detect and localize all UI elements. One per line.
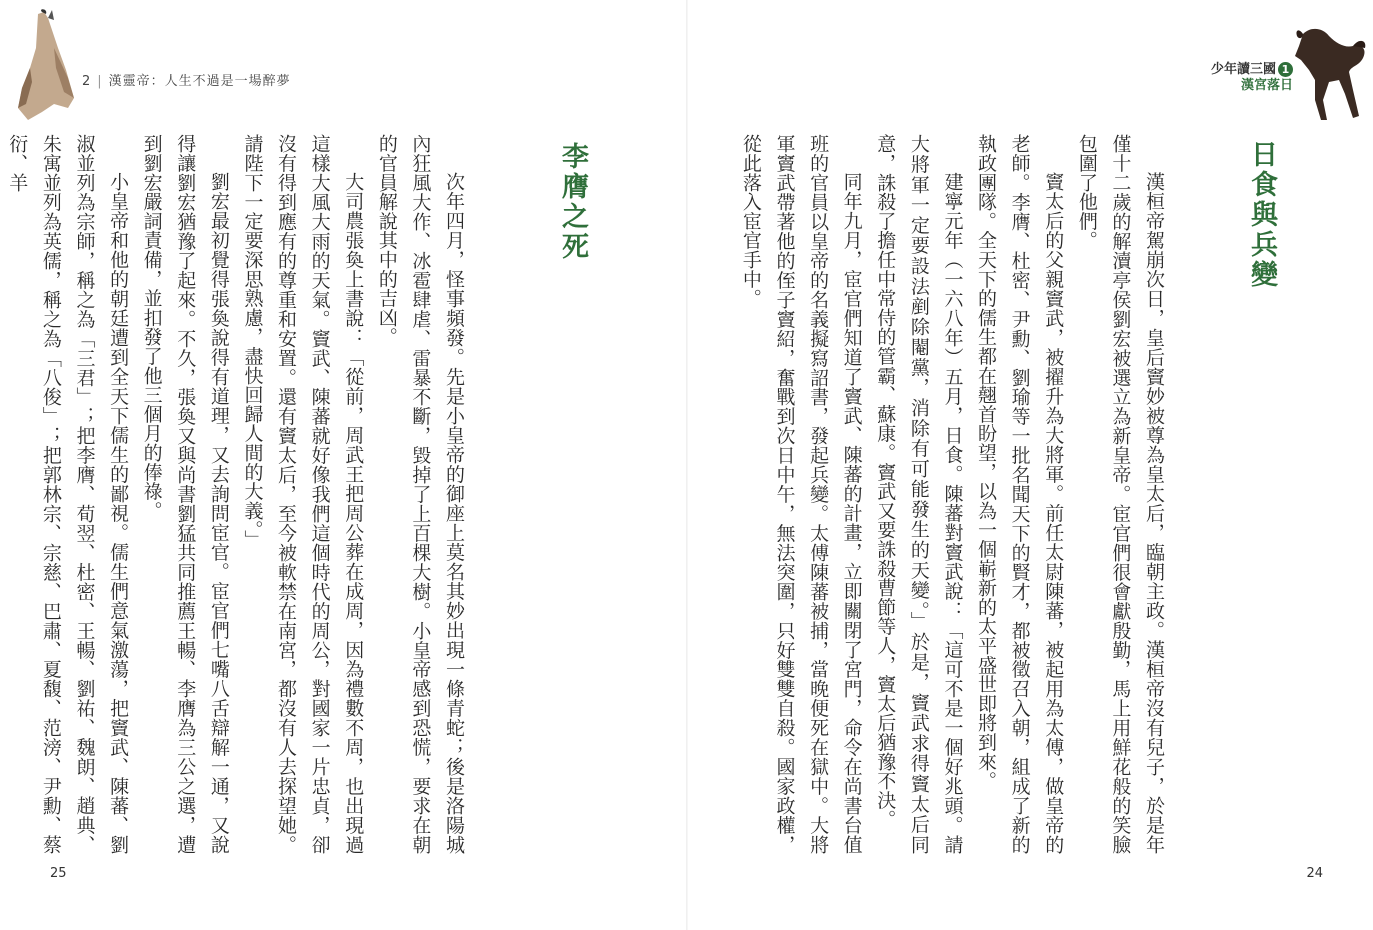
chapter-title: 漢靈帝：人生不過是一場醉夢: [108, 74, 291, 89]
paragraph: 建寧元年（一六八年）五月，日食。陳蕃對竇武說：「這可不是一個好兆頭。請大將軍一定要設法剷除閹黨，消除有可能發生的天變。」於是，竇武求得竇太后同意，誅殺了擔任中常侍的管霸、蘇康。竇武又要誅殺曹節等人，竇太后猶豫不決。: [874, 134, 964, 854]
separator-bar-icon: |: [97, 74, 103, 89]
section-heading-right: 日食與兵變: [1246, 140, 1277, 290]
section-heading-left: 李膺之死: [557, 142, 588, 262]
paragraph: 劉宏最初覺得張奐說得有道理，又去詢問宦官。宦官們七嘴八舌辯解一通，又說得讓劉宏猶豫了起來。不久，張奐又與尚書劉猛共同推薦王暢、李膺為三公之選，遭到劉宏嚴詞責備，並扣發了他三個月的俸祿。: [140, 134, 230, 854]
book-gutter: [686, 0, 688, 930]
volume-subtitle: 漢宮落日: [1240, 78, 1293, 93]
paragraph: 大司農張奐上書說：「從前，周武王把周公葬在成周，因為禮數不周，也出現過這樣大風大雨的天氣。竇武、陳蕃就好像我們這個時代的周公，對國家一片忠貞，卻沒有得到應有的尊重和安置。還有竇太后，至今被軟禁在南宮，都沒有人去探望她。請陛下一定要深思熟慮，盡快回歸人間的大義。」: [241, 134, 365, 854]
volume-badge: 1: [1278, 62, 1293, 77]
running-head-right: [1211, 62, 1293, 94]
page-label: 2: [82, 74, 92, 89]
body-text-left: [6, 134, 470, 854]
paragraph: 漢桓帝駕崩次日，皇后竇妙被尊為皇太后，臨朝主政。漢桓帝沒有兒子，於是年僅十二歲的解瀆亭侯劉宏被選立為新皇帝。宦官們很會獻殷勤，馬上用鮮花般的笑臉包圍了他們。: [1075, 134, 1165, 854]
paragraph: 竇太后的父親竇武，被擢升為大將軍。前任太尉陳蕃，被起用為太傅，做皇帝的老師。李膺、杜密、尹勳、劉瑜等一批名聞天下的賢才，都被徵召入朝，組成了新的執政團隊。全天下的儒生都在翹首盼望，以為一個嶄新的太平盛世即將到來。: [975, 134, 1065, 854]
page-number-left: 25: [50, 866, 67, 881]
figure-illustration-icon: [8, 8, 80, 126]
page-number-right: 24: [1306, 866, 1323, 881]
paragraph: 同年九月，宦官們知道了竇武、陳蕃的計畫，立即關閉了宮門，命令在尚書台值班的官員以皇帝的名義擬寫詔書，發起兵變。太傅陳蕃被捕，當晚便死在獄中。大將軍竇武帶著他的侄子竇紹，奮戰到次日中午，無法突圍，只好雙雙自殺。國家政權，從此落入宦官手中。: [739, 134, 863, 854]
series-title: 少年讀三國: [1210, 62, 1276, 77]
body-text-right: [739, 134, 1170, 854]
paragraph: 小皇帝和他的朝廷遭到全天下儒生的鄙視。儒生們意氣激蕩，把竇武、陳蕃、劉淑並列為宗師，稱之為「三君」；把李膺、荀翌、杜密、王暢、劉祐、魏朗、趙典、朱寓並列為英儒，稱之為「八俊」；把郭林宗、宗慈、巴肅、夏馥、范滂、尹勳、蔡衍、羊: [6, 134, 130, 854]
horse-illustration-icon: [1293, 20, 1369, 124]
paragraph: 次年四月，怪事頻發。先是小皇帝的御座上莫名其妙出現一條青蛇；後是洛陽城內狂風大作、冰雹肆虐、雷暴不斷，毀掉了上百棵大樹。小皇帝感到恐慌，要求在朝的官員解說其中的吉凶。: [375, 134, 465, 854]
running-head-left: [82, 70, 291, 89]
